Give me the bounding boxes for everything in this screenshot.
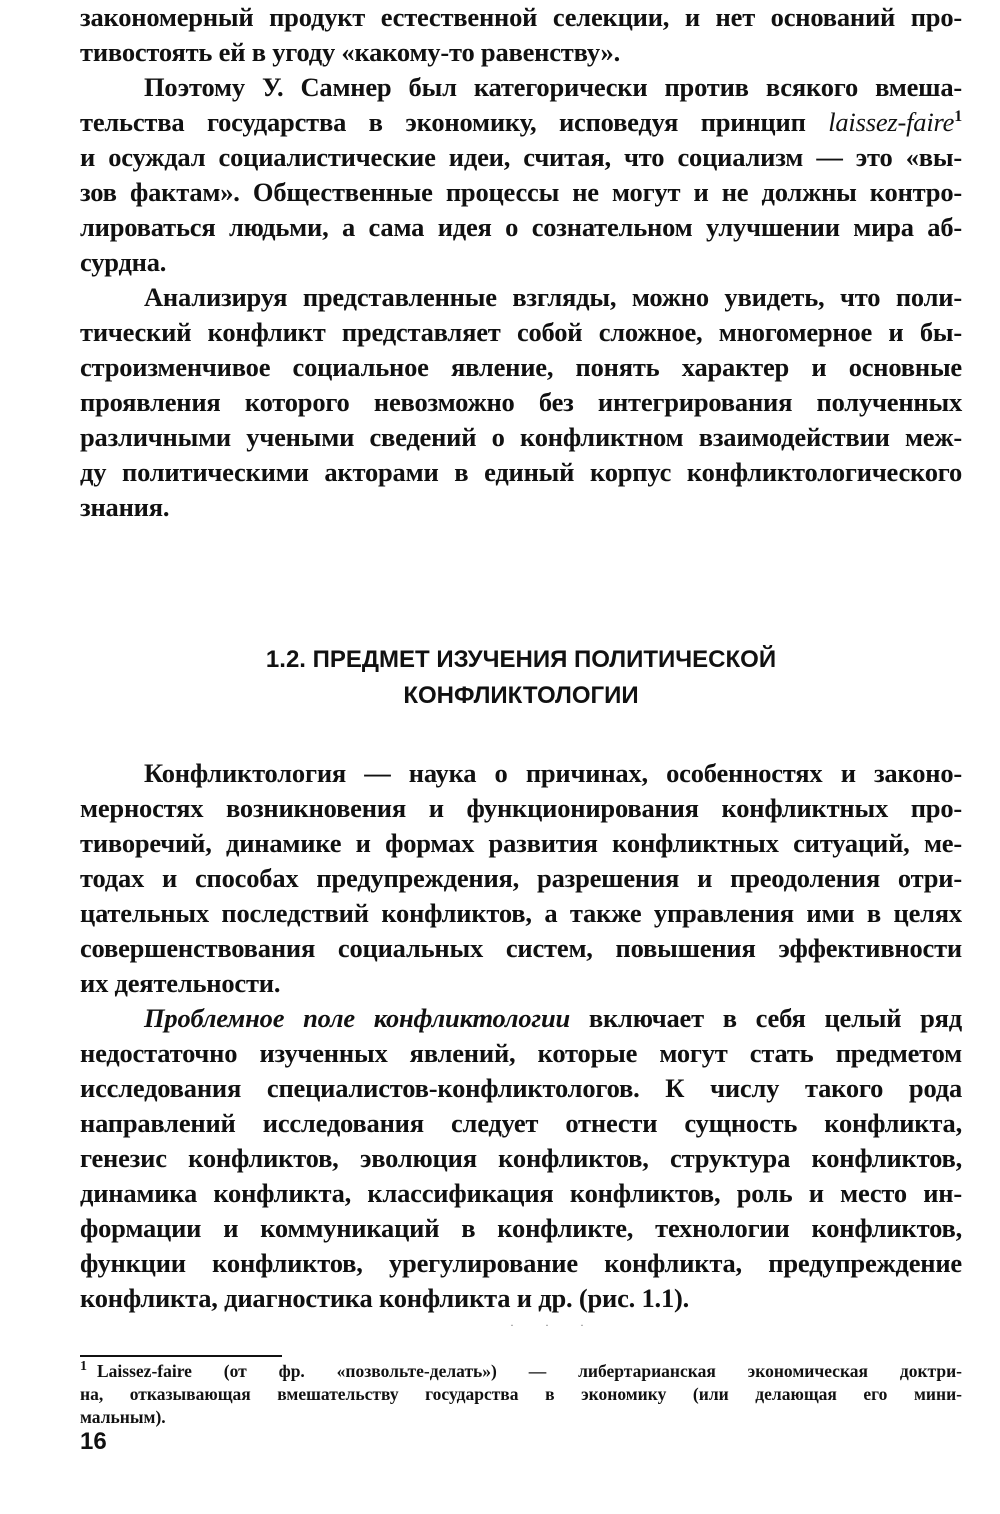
footnote-reference: 1: [954, 108, 962, 126]
footnote-line: [80, 1360, 962, 1383]
text-line: функции конфликтов, урегулирование конфликта, предупреждение: [80, 1248, 962, 1278]
text-line: исследования специалистов-конфликтологов. К числу такого рода: [80, 1073, 962, 1103]
section-heading: [80, 642, 962, 714]
text-line: лироваться людьми, а сама идея о сознательном улучшении мира аб-: [80, 212, 962, 242]
text-line: тиворечий, динамике и формах развития конфликтных ситуаций, ме-: [80, 828, 962, 858]
text-line: направлений исследования следует отнести сущность конфликта,: [80, 1108, 962, 1138]
text-segment: Laissez-faire (от фр. «позвольте-делать») — либертарианская экономическая доктри-: [97, 1361, 962, 1381]
footnote-line: на, отказывающая вмешательству государства в экономику (или делающая его мини-: [80, 1384, 962, 1404]
text-segment: тельства государства в экономику, исповедуя принцип: [80, 107, 829, 137]
text-line: совершенствования социальных систем, повышения эффективности: [80, 933, 962, 963]
text-line: генезис конфликтов, эволюция конфликтов, структура конфликтов,: [80, 1143, 962, 1173]
definition-term: Конфликтология: [144, 758, 347, 788]
text-line: тический конфликт представляет собой сложное, многомерное и бы-: [80, 317, 962, 347]
text-line: закономерный продукт естественной селекции, и нет оснований про-: [80, 2, 962, 32]
definition-paragraph: [80, 756, 962, 1001]
text-line: знания.: [80, 492, 170, 522]
text-segment: включает в себя целый ряд: [570, 1003, 962, 1033]
paragraph-3: [80, 280, 962, 525]
problem-field-paragraph: [80, 1001, 962, 1316]
text-line: тодах и способах предупреждения, разрешения и преодоления отри-: [80, 863, 962, 893]
text-line-with-term: [80, 1001, 962, 1036]
text-line: проявления которого невозможно без интегрирования полученных: [80, 387, 962, 417]
text-line-with-term: [80, 105, 962, 140]
text-line: Поэтому У. Самнер был категорически против всякого вмеша-: [144, 72, 962, 102]
footnote-divider: [80, 1355, 282, 1357]
footnote: [80, 1360, 962, 1429]
heading-line: КОНФЛИКТОЛОГИИ: [403, 682, 639, 709]
text-line: и осуждал социалистические идеи, считая, что социализм — это «вы-: [80, 142, 962, 172]
text-line: строизменчивое социальное явление, понять характер и основные: [80, 352, 962, 382]
footnote-mark: 1: [80, 1359, 87, 1375]
text-line: формации и коммуникаций в конфликте, технологии конфликтов,: [80, 1213, 962, 1243]
text-line-with-term: [80, 756, 962, 791]
italic-term: Проблемное поле конфликтологии: [144, 1003, 571, 1033]
paragraph-2: [80, 70, 962, 280]
text-line: Анализируя представленные взгляды, можно увидеть, что поли-: [144, 282, 962, 312]
text-line: мерностях возникновения и функционирования конфликтных про-: [80, 793, 962, 823]
text-line: тивостоять ей в угоду «какому-то равенству».: [80, 37, 621, 67]
text-line: цательных последствий конфликтов, а также управления ими в целях: [80, 898, 962, 928]
text-line: различными учеными сведений о конфликтном взаимодействии меж-: [80, 422, 962, 452]
text-line: сурдна.: [80, 247, 167, 277]
footnote-line: мальным).: [80, 1407, 166, 1427]
text-segment: — наука о причинах, особенностях и законо-: [346, 758, 962, 788]
page-number: 16: [80, 1428, 107, 1455]
paragraph-1: [80, 0, 962, 70]
text-line: зов фактам». Общественные процессы не могут и не должны контро-: [80, 177, 962, 207]
heading-line: 1.2. ПРЕДМЕТ ИЗУЧЕНИЯ ПОЛИТИЧЕСКОЙ: [265, 646, 777, 673]
top-text-block: [80, 0, 962, 525]
text-line: их деятельности.: [80, 968, 281, 998]
text-line: динамика конфликта, классификация конфликтов, роль и место ин-: [80, 1178, 962, 1208]
body-text-block: [80, 756, 962, 1316]
italic-term: laissez-faire: [828, 107, 955, 137]
text-line: ду политическими акторами в единый корпус конфликтологического: [80, 457, 962, 487]
text-line: недостаточно изученных явлений, которые могут стать предметом: [80, 1038, 962, 1068]
text-line: конфликта, диагностика конфликта и др. (рис. 1.1).: [80, 1283, 690, 1313]
scan-artifact-dots: · · ·: [510, 1318, 598, 1332]
